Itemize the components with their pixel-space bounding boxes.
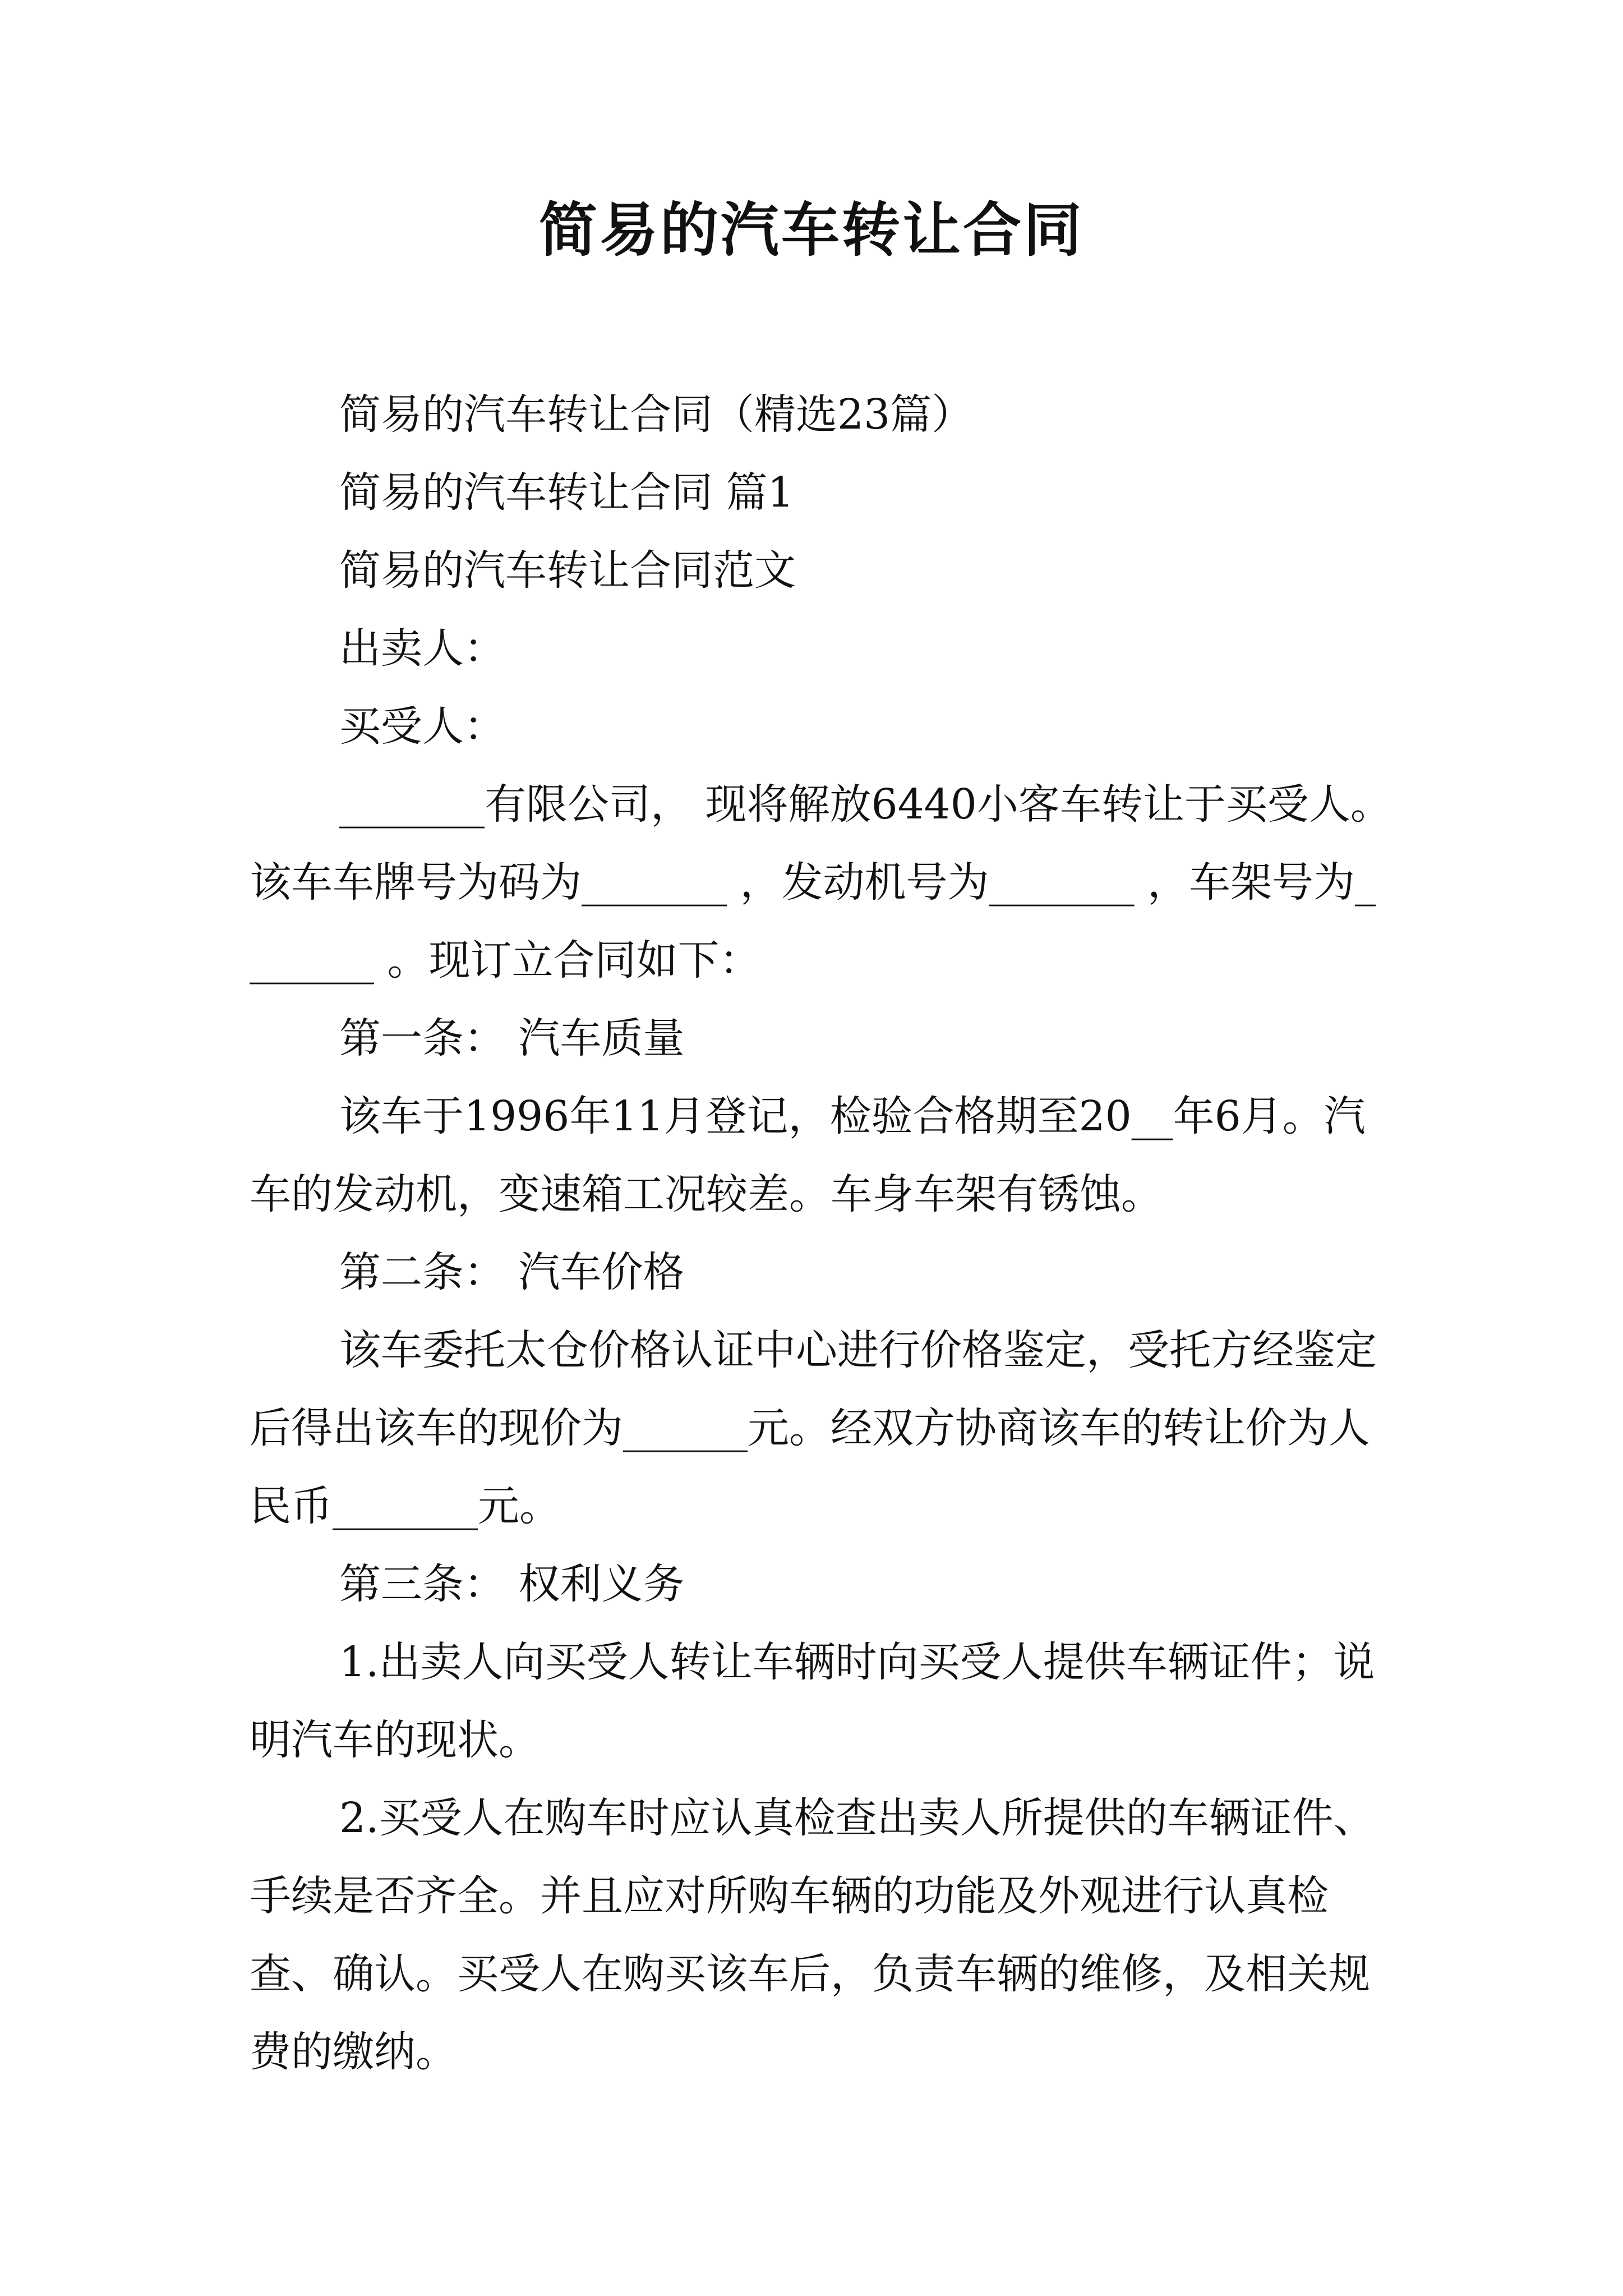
paragraph-section-heading: 简易的汽车转让合同 篇1 xyxy=(339,468,794,517)
article-3-item-1: 1.出卖人向买受人转让车辆时向买受人提供车辆证件；说明汽车的现状。 xyxy=(250,1638,1375,1764)
article-1-heading: 第一条： 汽车质量 xyxy=(339,1014,685,1062)
document-title: 简易的汽车转让合同 xyxy=(538,195,1084,264)
paragraph-seller: 出卖人： xyxy=(339,624,505,673)
article-2-heading: 第二条： 汽车价格 xyxy=(339,1248,685,1296)
article-2-text: 该车委托太仓价格认证中心进行价格鉴定，受托方经鉴定后得出该车的现价为______元。经双方协商该车的转让价为人民币_______元。 xyxy=(250,1326,1377,1530)
paragraph-subtitle: 简易的汽车转让合同（精选23篇） xyxy=(339,390,974,439)
paragraph-template-name: 简易的汽车转让合同范文 xyxy=(339,546,796,595)
article-3-item-2: 2.买受人在购车时应认真检查出卖人所提供的车辆证件、手续是否齐全。并且应对所购车辆的功能及外观进行认真检查、确认。买受人在购买该车后，负责车辆的维修，及相关规费的缴纳。 xyxy=(250,1794,1375,2076)
article-3-heading: 第三条： 权利义务 xyxy=(339,1560,685,1608)
article-1-text: 该车于1996年11月登记，检验合格期至20__年6月。汽车的发动机，变速箱工况较差。车身车架有锈蚀。 xyxy=(250,1092,1366,1218)
paragraph-intro: _______有限公司， 现将解放6440小客车转让于买受人。该车车牌号为码为_______ ，发动机号为_______ ，车架号为_______ 。现订立合同如下： xyxy=(250,780,1392,984)
document-body xyxy=(250,376,1394,2091)
paragraph-buyer: 买受人： xyxy=(339,702,505,751)
